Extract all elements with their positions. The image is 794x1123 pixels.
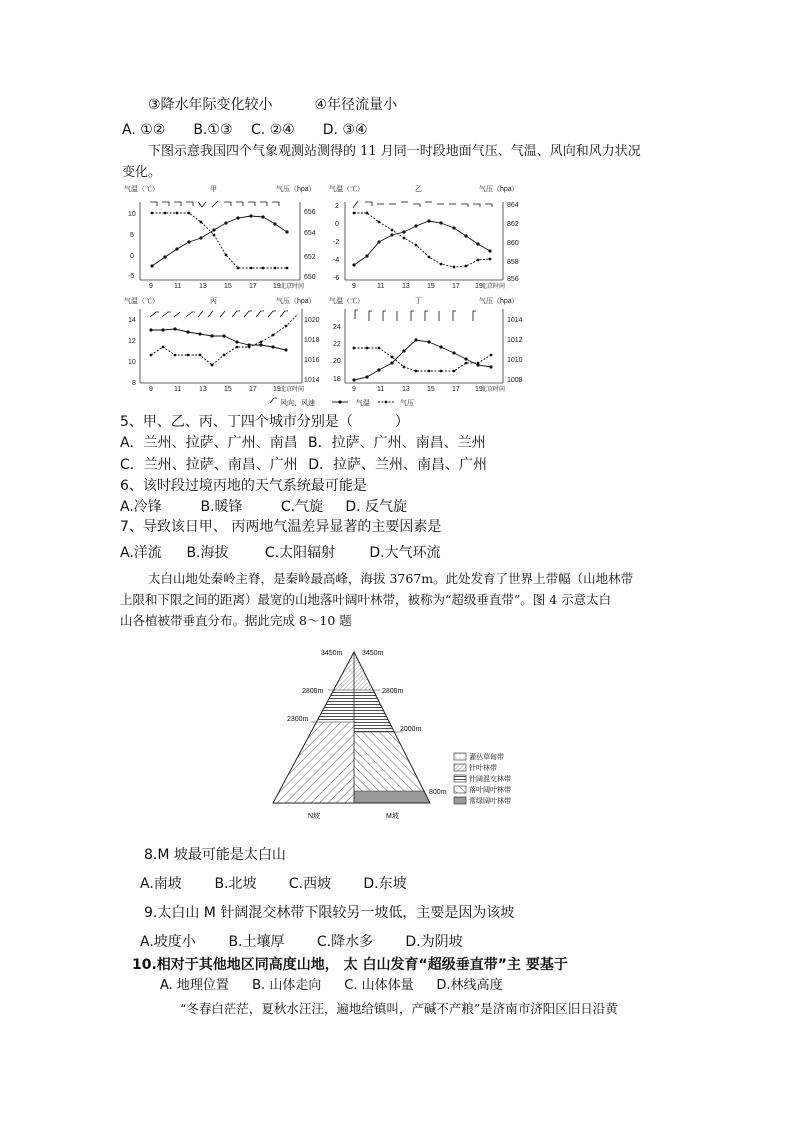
legend-temp: 气温 (356, 400, 370, 407)
jia-rtick: 656 (304, 209, 316, 216)
q7-option-a[interactable]: A.洋流 (120, 545, 162, 561)
q8-option-a[interactable]: A.南坡 (140, 876, 182, 892)
legend-deciduous: 落叶阔叶林带 (469, 787, 511, 794)
ding-rtick: 1012 (507, 337, 523, 344)
option-line-3-4: ③降水年际变化较小 ④年径流量小 (148, 97, 398, 113)
chart-yi (329, 184, 519, 290)
ding-title: 丁 (415, 298, 422, 305)
label-3450-left: 3450m (321, 650, 343, 657)
ding-right-label: 气压（hpa） (479, 298, 519, 305)
q7-options (120, 544, 441, 562)
jia-left-label: 气温（℃） (124, 186, 159, 193)
yi-xtick: 17 (452, 283, 460, 290)
q5-stem: 5、甲、乙、丙、丁四个城市分别是（ ） (120, 414, 409, 430)
chart-ding (329, 296, 523, 393)
jia-rtick: 652 (304, 254, 316, 261)
bing-xtick: 17 (249, 386, 257, 393)
bing-rtick: 1018 (304, 337, 320, 344)
passage-line-3: 山各植被带垂直分布。据此完成 8～10 题 (120, 613, 352, 628)
legend-shrub-meadow: 灌丛草甸带 (469, 754, 504, 761)
wind-barb-icon (270, 398, 277, 403)
jia-rtick: 654 (304, 230, 316, 237)
bing-xtick: 9 (149, 386, 153, 393)
jia-ltick: 10 (128, 211, 136, 218)
ding-xtick: 13 (402, 386, 410, 393)
yi-rtick: 858 (507, 259, 519, 266)
q10-options (160, 977, 503, 995)
bing-title: 丙 (210, 298, 217, 305)
bing-left-label: 气温（℃） (124, 298, 159, 305)
yi-xtick: 19 (475, 283, 483, 290)
ding-rtick: 1008 (507, 377, 523, 384)
ding-xtick: 19 (475, 386, 483, 393)
passage-line-2: 上限和下限之间的距离）最宽的山地落叶阔叶林带，被称为“超级垂直带”。图 4 示意太白 (120, 592, 612, 607)
q6-option-d[interactable]: D. 反气旋 (345, 499, 408, 515)
q6-options (120, 498, 407, 516)
q10-option-d[interactable]: D.林线高度 (436, 978, 503, 993)
yi-rtick: 856 (507, 276, 519, 283)
bing-right-label: 气压（hpa） (276, 298, 316, 305)
q6-option-c[interactable]: C.气旋 (280, 499, 324, 515)
q7-stem: 7、导致该日甲、 丙两地气温差异显著的主要因素是 (120, 519, 442, 535)
q9-stem: 9.太白山 M 针阔混交林带下限较另一坡低，主要是因为该坡 (144, 905, 515, 921)
q10-option-a[interactable]: A. 地理位置 (160, 978, 229, 993)
q9-options (140, 933, 463, 951)
bing-ltick: 10 (128, 359, 136, 366)
bing-rtick: 1020 (304, 317, 320, 324)
bing-ltick: 14 (128, 317, 136, 324)
q9-option-c[interactable]: C.降水多 (316, 934, 374, 950)
bing-xtick: 19 (273, 386, 281, 393)
bing-rtick: 1016 (304, 357, 320, 364)
legend-mixed: 针阔混交林带 (469, 776, 511, 783)
yi-ltick: -2 (333, 239, 340, 246)
chart-bing (124, 296, 320, 393)
jia-ltick: 0 (130, 253, 134, 260)
yi-ltick: 2 (335, 203, 339, 210)
climate-legend (270, 398, 414, 407)
legend-pressure: 气压 (400, 400, 414, 407)
bing-xlabel: 北京时间 (280, 387, 305, 393)
yi-rtick: 862 (507, 221, 519, 228)
passage-line-1: 太白山地处秦岭主脊，是秦岭最高峰，海拔 3767m。此处发育了世界上带幅（山地林带 (148, 571, 634, 586)
jia-xtick: 15 (224, 283, 232, 290)
bing-rtick: 1014 (304, 377, 320, 384)
label-2300-left: 2300m (287, 716, 309, 723)
q5-options-row2 (120, 456, 487, 474)
q5-option-c[interactable]: C．兰州、拉萨、南昌、广州 (120, 457, 298, 473)
bing-ltick: 8 (132, 380, 136, 387)
q5-option-a[interactable]: A．兰州、拉萨、广州、南昌 (120, 435, 298, 451)
q7-option-b[interactable]: B.海拔 (186, 545, 229, 561)
yi-xtick: 9 (352, 283, 356, 290)
q8-stem: 8.M 坡最可能是太白山 (144, 847, 286, 863)
yi-rtick: 860 (507, 240, 519, 247)
label-2800-right: 2800m (382, 688, 404, 695)
ding-rtick: 1010 (507, 357, 523, 364)
yi-xtick: 15 (427, 283, 435, 290)
q8-option-b[interactable]: B.北坡 (214, 876, 257, 892)
climate-charts-figure (120, 180, 530, 412)
q9-option-d[interactable]: D.为阴坡 (405, 934, 463, 950)
intro-text-line-2: 变化。 (122, 165, 162, 180)
q8-option-d[interactable]: D.东坡 (363, 876, 407, 892)
yi-title: 乙 (415, 186, 422, 193)
legend-conifer: 针叶林带 (469, 765, 497, 772)
ding-ltick: 18 (333, 376, 341, 383)
yi-rtick: 864 (507, 202, 519, 209)
chart-jia (124, 184, 316, 290)
ding-ltick: 22 (333, 341, 341, 348)
q6-stem: 6、该时段过境丙地的天气系统最可能是 (120, 478, 367, 494)
q7-option-c[interactable]: C.太阳辐射 (264, 545, 336, 561)
jia-xlabel: 北京时间 (280, 284, 305, 290)
ding-xtick: 15 (427, 386, 435, 393)
bing-ltick: 12 (128, 338, 136, 345)
q5-option-b[interactable]: B．拉萨、广州、南昌、兰州 (308, 435, 486, 451)
q10-option-b[interactable]: B. 山体走向 (252, 978, 322, 993)
label-2800-left: 2800m (302, 688, 324, 695)
n-slope-label: N坡 (308, 813, 321, 820)
ding-xtick: 9 (352, 386, 356, 393)
yi-ltick: -6 (333, 275, 340, 282)
mountain-vegetation-diagram (270, 640, 540, 825)
yi-ltick: -4 (333, 257, 340, 264)
ding-ltick: 24 (333, 324, 341, 331)
ding-rtick: 1014 (507, 317, 523, 324)
label-800-right: 800m (429, 789, 447, 796)
passage-jinan: “冬春白茫茫，夏秋水汪汪，遍地给镇叫，产碱不产粮”是济南市济阳区旧日沿黄 (180, 1001, 618, 1016)
intro-text-line-1: 下图示意我国四个气象观测站测得的 11 月同一时段地面气压、气温、风向和风力状况 (148, 144, 641, 159)
legend-evergreen: 常绿阔叶林带 (469, 798, 511, 805)
jia-xtick: 11 (174, 283, 182, 290)
q7-option-d[interactable]: D.大气环流 (369, 545, 441, 561)
yi-left-label: 气温（℃） (329, 186, 364, 193)
q10-stem-text: 10.相对于其他地区同高度山地， 太 白山发育“超级垂直带”主 要基于 (132, 957, 568, 973)
ding-xlabel: 北京时间 (481, 387, 506, 393)
vegetation-legend (454, 752, 511, 805)
q8-option-c[interactable]: C.西坡 (288, 876, 332, 892)
m-slope-label: M坡 (386, 813, 399, 820)
jia-xtick: 19 (273, 283, 281, 290)
legend-wind: 风向、风速 (280, 400, 315, 407)
bing-xtick: 13 (199, 386, 207, 393)
jia-xtick: 13 (199, 283, 207, 290)
yi-xtick: 11 (377, 283, 385, 290)
q6-option-a[interactable]: A.冷锋 (120, 499, 162, 515)
jia-ltick: -5 (128, 273, 135, 280)
yi-xtick: 13 (402, 283, 410, 290)
label-3450-right: 3450m (362, 650, 384, 657)
q6-option-b[interactable]: B.暖锋 (200, 499, 243, 515)
jia-xtick: 17 (249, 283, 257, 290)
jia-title: 甲 (210, 186, 217, 193)
jia-rtick: 650 (304, 274, 316, 281)
yi-xlabel: 北京时间 (481, 284, 506, 290)
q9-option-b[interactable]: B.土壤厚 (228, 934, 285, 950)
ding-left-label: 气温（℃） (329, 298, 364, 305)
q5-option-d[interactable]: D．拉萨、兰州、南昌、广州 (308, 457, 488, 473)
jia-right-label: 气压（hpa） (276, 186, 316, 193)
q5-options-row1 (120, 434, 486, 452)
ding-xtick: 11 (377, 386, 385, 393)
ding-xtick: 17 (452, 386, 460, 393)
label-2000-right: 2000m (400, 726, 422, 733)
q9-option-a[interactable]: A.坡度小 (140, 934, 196, 950)
jia-ltick: 5 (130, 232, 134, 239)
ding-ltick: 20 (333, 358, 341, 365)
bing-xtick: 15 (224, 386, 232, 393)
answer-choices-prev: A. ①② B.①③ C. ②④ D. ③④ (122, 122, 368, 138)
yi-right-label: 气压（hpa） (479, 186, 519, 193)
bing-xtick: 11 (174, 386, 182, 393)
q10-stem (132, 956, 568, 974)
q10-option-c[interactable]: C. 山体体量 (344, 978, 414, 993)
q8-options (140, 875, 407, 893)
yi-ltick: 0 (335, 221, 339, 228)
jia-xtick: 9 (149, 283, 153, 290)
